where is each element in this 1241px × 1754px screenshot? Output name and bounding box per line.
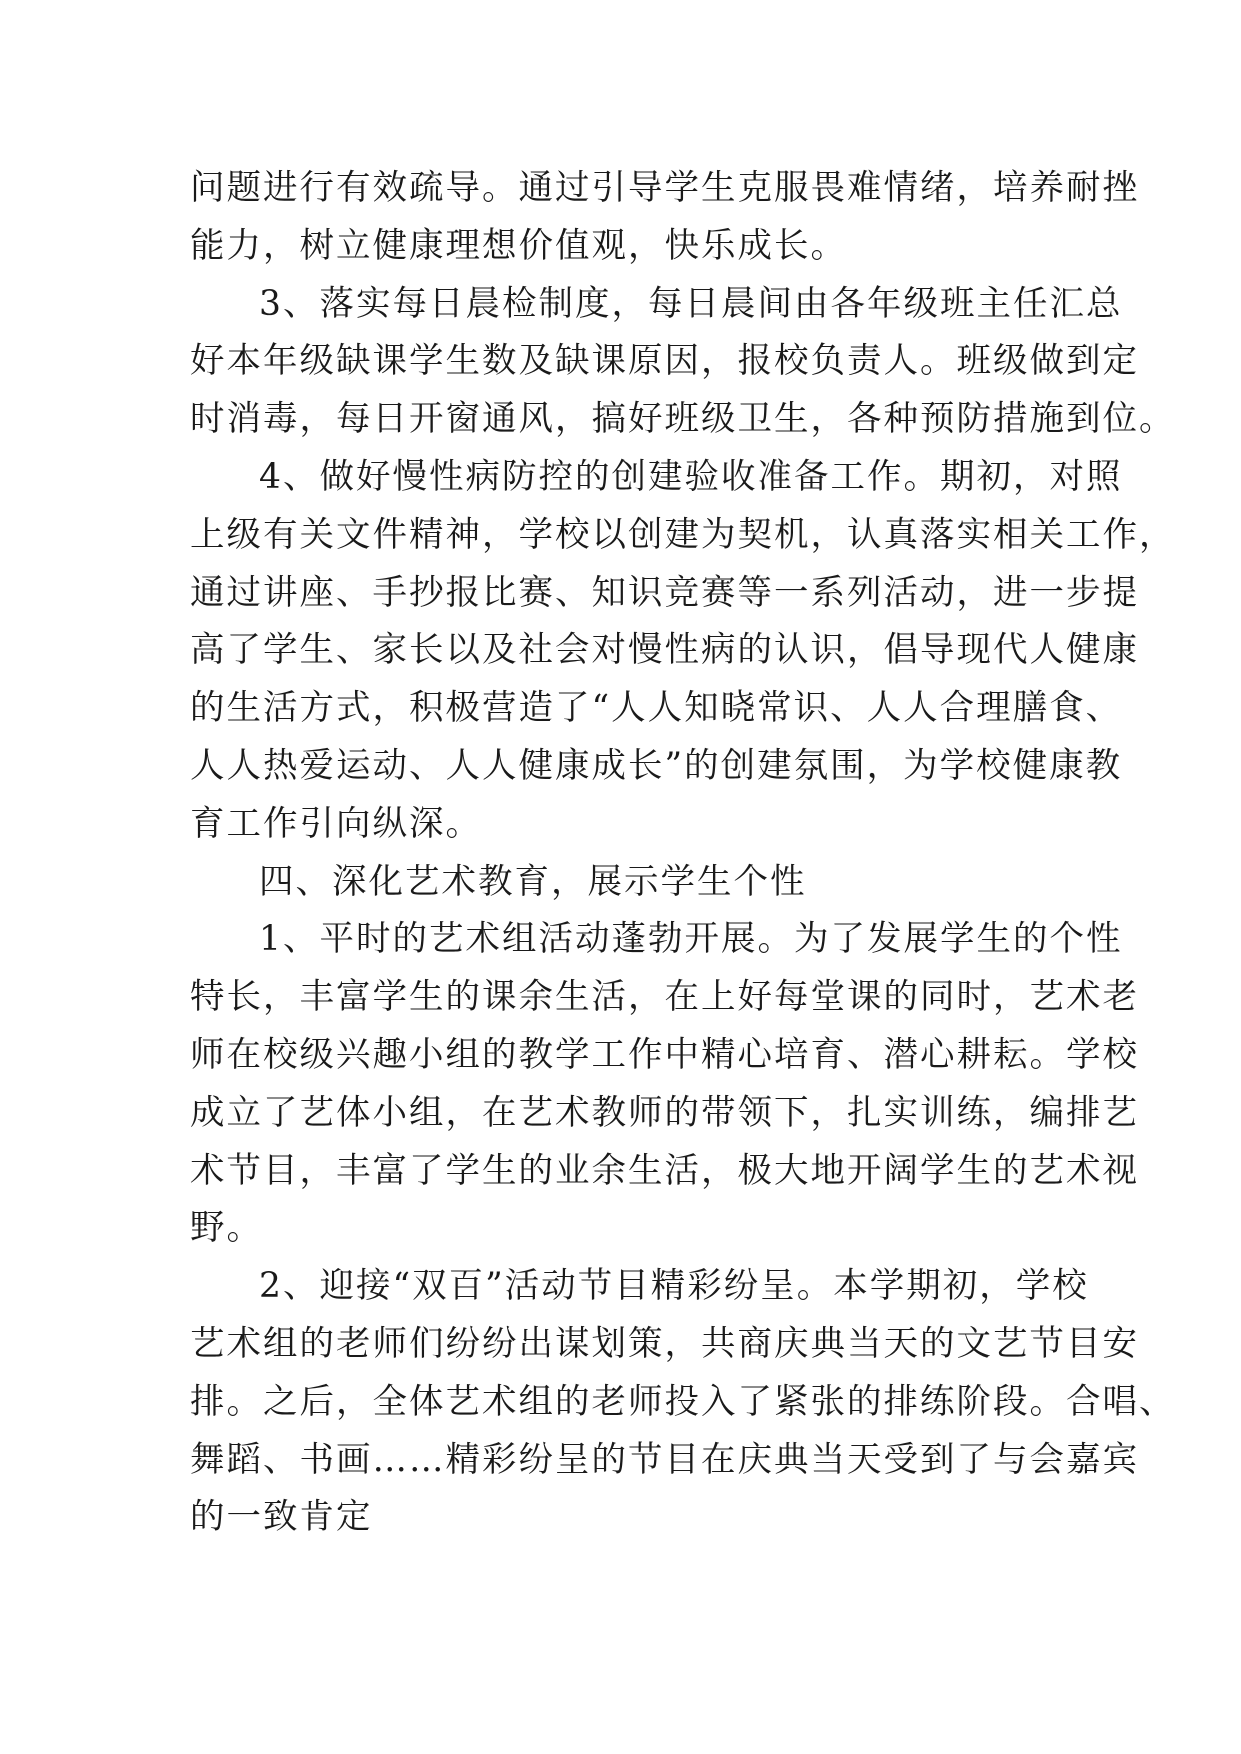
text-line: 的一致肯定 [190,1497,373,1538]
text-line: 特长，丰富学生的课余生活，在上好每堂课的同时，艺术老 [190,977,1139,1018]
text-line: 育工作引向纵深。 [190,803,482,844]
text-line: 的生活方式，积极营造了“人人知晓常识、人人合理膳食、 [190,688,1123,729]
text-line: 舞蹈、书画……精彩纷呈的节目在庆典当天受到了与会嘉宾 [190,1439,1139,1480]
paragraph-item-2 [190,1258,1176,1547]
text-line: 时消毒，每日开窗通风，搞好班级卫生，各种预防措施到位。 [190,399,1176,440]
text-line: 3、落实每日晨检制度，每日晨间由各年级班主任汇总 [259,283,1123,324]
text-line: 通过讲座、手抄报比赛、知识竞赛等一系列活动，进一步提 [190,572,1139,613]
text-line: 问题进行有效疏导。通过引导学生克服畏难情绪，培养耐挫 [190,168,1139,208]
text-line: 成立了艺体小组，在艺术教师的带领下，扎实训练，编排艺 [190,1092,1139,1133]
text-line: 能力，树立健康理想价值观，快乐成长。 [190,225,847,266]
text-line: 术节目，丰富了学生的业余生活，极大地开阔学生的艺术视 [190,1150,1139,1191]
paragraph-item-4 [190,449,1176,854]
text-line: 艺术组的老师们纷纷出谋划策，共商庆典当天的文艺节目安 [190,1323,1139,1364]
heading-line: 四、深化艺术教育，展示学生个性 [259,861,807,902]
text-line: 野。 [190,1208,263,1249]
text-line: 1、平时的艺术组活动蓬勃开展。为了发展学生的个性 [259,919,1123,960]
text-line: 师在校级兴趣小组的教学工作中精心培育、潜心耕耘。学校 [190,1034,1139,1075]
text-line: 上级有关文件精神，学校以创建为契机，认真落实相关工作， [190,514,1176,555]
text-line: 高了学生、家长以及社会对慢性病的认识，倡导现代人健康 [190,630,1139,671]
paragraph-continuation [190,160,1139,276]
body-text [190,160,1176,1547]
paragraph-item-1 [190,911,1139,1258]
text-line: 2、迎接“双百”活动节目精彩纷呈。本学期初，学校 [259,1266,1089,1307]
text-line: 好本年级缺课学生数及缺课原因，报校负责人。班级做到定 [190,341,1139,382]
text-line: 4、做好慢性病防控的创建验收准备工作。期初，对照 [259,456,1123,497]
section-heading [190,854,1070,912]
text-line: 人人热爱运动、人人健康成长”的创建氛围，为学校健康教 [190,745,1123,786]
paragraph-item-3 [190,276,1176,449]
text-line: 排。之后，全体艺术组的老师投入了紧张的排练阶段。合唱、 [190,1381,1176,1422]
